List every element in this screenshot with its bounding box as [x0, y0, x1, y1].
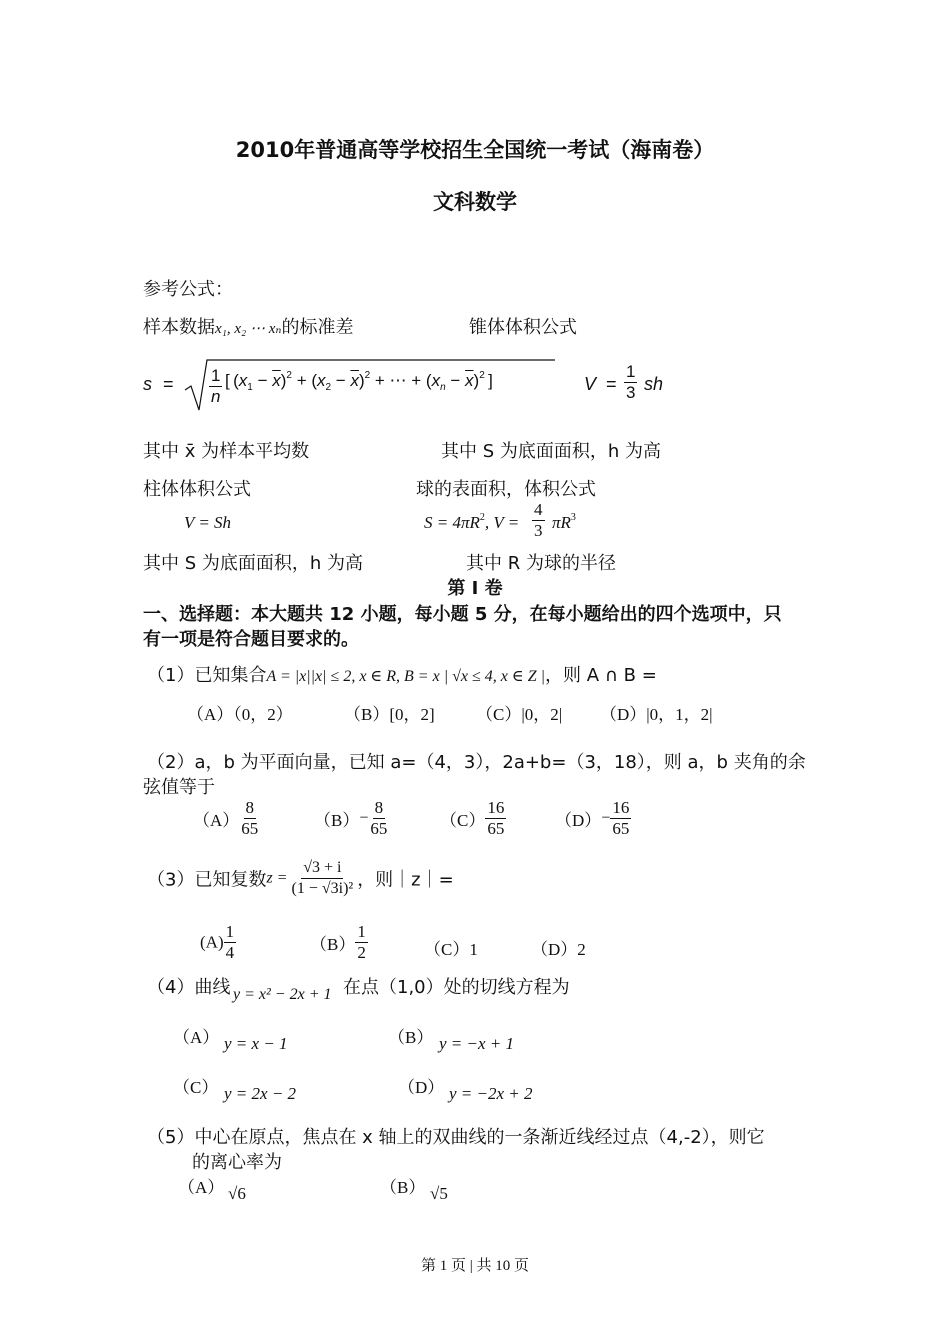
question-5-option-a-label: （A）	[178, 1178, 225, 1197]
question-4-option-a: y = x − 1	[224, 1034, 288, 1053]
question-4-option-c: y = 2x − 2	[224, 1084, 297, 1103]
question-3-option-c: （C）1	[424, 940, 478, 959]
question-2-option-d: （D）− $\frac{16}{65}$	[555, 798, 630, 838]
question-2-option-c: （C） $\frac{16}{65}$	[440, 798, 505, 838]
sphere-label: 球的表面积，体积公式	[416, 479, 596, 500]
section-heading-line1: 一、选择题：本大题共 12 小题，每小题 5 分，在每小题给出的四个选项中，只	[143, 604, 782, 625]
cylinder-label: 柱体体积公式	[143, 479, 251, 500]
question-5-option-a: √6	[228, 1184, 246, 1203]
question-3-option-b: （B） $\frac{1}{2}$	[310, 922, 366, 962]
question-5-stem-line2: 的离心率为	[192, 1152, 282, 1173]
question-5-option-b: √5	[430, 1184, 448, 1203]
question-4-tail: 在点（1,0）处的切线方程为	[343, 977, 570, 998]
question-4-option-b-label: （B）	[388, 1028, 434, 1047]
question-3-option-d: （D）2	[531, 940, 586, 959]
question-4-expr: y = x² − 2x + 1	[233, 986, 332, 1003]
page-title: 2010年普通高等学校招生全国统一考试（海南卷）	[235, 138, 715, 162]
sphere-note: 其中 R 为球的半径	[466, 553, 616, 574]
question-1-option-a: （A）（0，2）	[187, 705, 293, 724]
question-4-option-a-label: （A）	[173, 1028, 220, 1047]
question-1-option-d: （D）|0，1，2|	[600, 705, 713, 724]
page-footer: 第 1 页 | 共 10 页	[420, 1258, 529, 1274]
stddev-label: 样本数据x₁, x₂ ⋯ xₙ的标准差	[143, 317, 354, 338]
question-4-stem: （4）曲线	[147, 977, 231, 998]
question-4-option-d-label: （D）	[398, 1078, 445, 1097]
formulas-heading: 参考公式：	[143, 279, 233, 300]
question-4-option-c-label: （C）	[173, 1078, 219, 1097]
page-subtitle: 文科数学	[433, 190, 517, 214]
question-2-stem-line2: 弦值等于	[143, 777, 215, 798]
cone-label: 锥体体积公式	[469, 317, 577, 338]
question-5-option-b-label: （B）	[380, 1178, 426, 1197]
volume-heading: 第 I 卷	[447, 578, 503, 599]
section-heading-line2: 有一项是符合题目要求的。	[143, 629, 359, 650]
cylinder-formula: V = Sh	[184, 513, 232, 532]
question-1-option-b: （B）[0，2]	[344, 705, 435, 724]
question-2-stem-line1: （2）a，b 为平面向量，已知 a=（4，3），2a+b=（3，18），则 a，b 夹角的余	[147, 752, 806, 773]
question-1-stem: （1）已知集合A = |x||x| ≤ 2, x ∈ R, B = x | √x ≤ 4, x ∈ Z |，则 A ∩ B =	[147, 665, 657, 686]
question-4-option-d: y = −2x + 2	[449, 1084, 533, 1103]
cylinder-note: 其中 S 为底面面积，h 为高	[143, 553, 363, 574]
question-1-option-c: （C）|0，2|	[476, 705, 563, 724]
question-2-option-a: （A） $\frac{8}{65}$	[193, 798, 259, 838]
cone-note: 其中 S 为底面面积，h 为高	[441, 441, 661, 462]
question-2-option-b: （B）− $\frac{8}{65}$	[314, 798, 388, 838]
question-5-stem-line1: （5）中心在原点，焦点在 x 轴上的双曲线的一条渐近线经过点（4,-2），则它	[147, 1127, 765, 1148]
question-3-stem: （3）已知复数z = $\frac{√3 + i}{\text{(1 − √3i)²}}$ ，则｜z｜=	[147, 859, 454, 897]
question-4-option-b: y = −x + 1	[439, 1034, 515, 1053]
stddev-note: 其中 x̄ 为样本平均数	[143, 441, 310, 462]
question-3-option-a: (A) $\frac{1}{4}$	[200, 922, 235, 962]
